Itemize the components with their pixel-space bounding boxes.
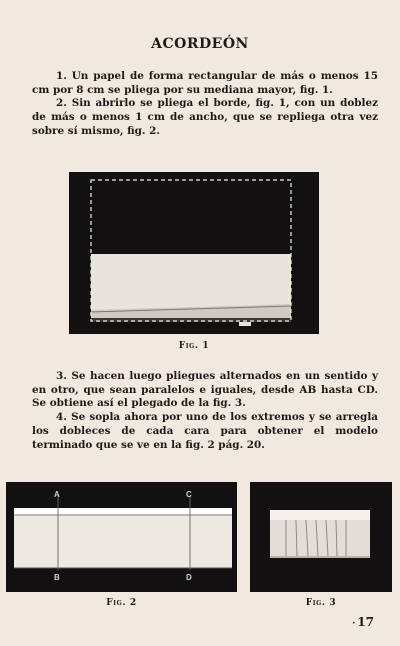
figure-3-caption: Fig. 3 — [305, 598, 337, 608]
instructions-top — [32, 70, 378, 139]
page-marker: · — [352, 619, 356, 629]
instructions-bottom — [32, 370, 378, 452]
label-d: D — [186, 573, 192, 582]
figure-2-photo — [6, 482, 237, 592]
step-3-text: 3. Se hacen luego pliegues alternados en un sentido y en otro, que sean paralelos e iguales, desde AB hasta CD. Se obtiene así el plegado de la fig. 3. — [32, 370, 378, 410]
figure-1-caption: Fig. 1 — [178, 341, 210, 351]
step-1-text: 1. Un papel de forma rectangular de más o menos 15 cm por 8 cm se pliega por su mediana mayor, fig. 1. — [32, 70, 378, 96]
label-b: B — [54, 573, 60, 582]
figure-3-photo — [250, 482, 392, 592]
page-number-value: 17 — [357, 615, 374, 629]
label-c: C — [186, 490, 192, 499]
step-4-text: 4. Se sopla ahora por uno de los extremos y se arregla los dobleces de cada cara para obtener el modelo terminado que se ve en la fig. 2 pág. 20. — [32, 411, 378, 451]
page-title: ACORDEÓN — [151, 36, 249, 52]
folded-paper-illustration — [69, 172, 319, 334]
figure-1-photo — [69, 172, 319, 334]
page-number — [352, 615, 374, 629]
label-a: A — [54, 490, 60, 499]
figure-2-caption: Fig. 2 — [106, 598, 137, 608]
step-2-text: 2. Sin abrirlo se pliega el borde, fig. 1, con un doblez de más o menos 1 cm de ancho, que se repliega otra vez sobre sí mismo, fig. 2. — [32, 97, 378, 137]
